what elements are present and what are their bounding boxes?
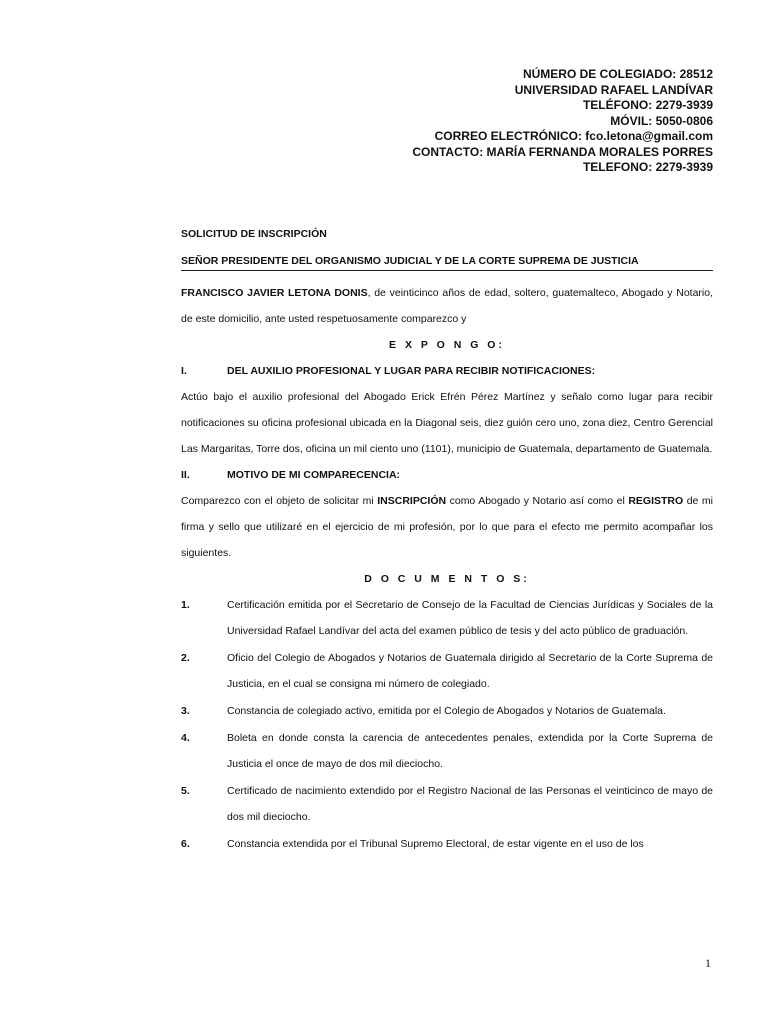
document-item bbox=[181, 725, 713, 777]
section-2-heading bbox=[181, 462, 713, 488]
section-2-title: MOTIVO DE MI COMPARECENCIA: bbox=[227, 469, 401, 481]
section-1-number: I. bbox=[181, 365, 187, 377]
section-1-title: DEL AUXILIO PROFESIONAL Y LUGAR PARA RECIBIR NOTIFICACIONES: bbox=[227, 365, 596, 377]
applicant-name: FRANCISCO JAVIER LETONA DONIS bbox=[181, 287, 368, 299]
document-item bbox=[181, 592, 713, 644]
document-item-number: 5. bbox=[181, 785, 190, 797]
section-2-paragraph bbox=[181, 488, 713, 566]
document-item-number: 1. bbox=[181, 599, 190, 611]
section-2-bold-inscripcion: INSCRIPCIÓN bbox=[377, 495, 447, 507]
header-line-contact-phone: TELEFONO: 2279-3939 bbox=[582, 160, 713, 174]
document-item-text: Constancia extendida por el Tribunal Supremo Electoral, de estar vigente en el uso de los bbox=[227, 838, 644, 850]
document-item-text: Boleta en donde consta la carencia de antecedentes penales, extendida por la Corte Suprema de Justicia el once de mayo de dos mil dieciocho. bbox=[227, 732, 713, 770]
document-item-number: 6. bbox=[181, 838, 190, 850]
document-item-text: Constancia de colegiado activo, emitida por el Colegio de Abogados y Notarios de Guatemala. bbox=[227, 705, 666, 717]
addressee-line: SEÑOR PRESIDENTE DEL ORGANISMO JUDICIAL Y DE LA CORTE SUPREMA DE JUSTICIA bbox=[181, 254, 713, 271]
header-line-colegiado: NÚMERO DE COLEGIADO: 28512 bbox=[522, 67, 713, 81]
header-line-mobile: MÓVIL: 5050-0806 bbox=[610, 113, 713, 128]
document-body bbox=[181, 227, 713, 858]
header-line-email: CORREO ELECTRÓNICO: fco.letona@gmail.com bbox=[434, 129, 713, 143]
section-2-number: II. bbox=[181, 469, 190, 481]
contact-header bbox=[412, 67, 713, 176]
document-title: SOLICITUD DE INSCRIPCIÓN bbox=[181, 228, 327, 240]
header-line-contact: CONTACTO: MARÍA FERNANDA MORALES PORRES bbox=[412, 144, 713, 159]
document-item bbox=[181, 778, 713, 830]
document-item-number: 3. bbox=[181, 705, 190, 717]
document-item bbox=[181, 831, 713, 857]
document-item-number: 4. bbox=[181, 732, 190, 744]
expongo-heading: E X P O N G O: bbox=[389, 339, 505, 351]
section-1-heading bbox=[181, 358, 713, 384]
section-2-bold-registro: REGISTRO bbox=[628, 495, 684, 507]
document-item-text: Certificación emitida por el Secretario de Consejo de la Facultad de Ciencias Jurídicas y Sociales de la Universidad Rafael Landívar del acta del examen público de tesis y del acto público de graduación. bbox=[227, 599, 713, 637]
page-number: 1 bbox=[705, 956, 711, 970]
header-line-phone: TELÉFONO: 2279-3939 bbox=[582, 98, 713, 112]
document-item bbox=[181, 698, 713, 724]
documentos-heading: D O C U M E N T O S: bbox=[364, 573, 530, 585]
section-2-text-c: de mi firma y sello que utilizaré en el ejercicio de mi profesión, por lo que para el efecto me permito acompañar los siguientes. bbox=[181, 495, 713, 559]
document-item-text: Certificado de nacimiento extendido por el Registro Nacional de las Personas el veinticinco de mayo de dos mil dieciocho. bbox=[227, 785, 713, 823]
intro-paragraph bbox=[181, 280, 713, 332]
document-item-text: Oficio del Colegio de Abogados y Notarios de Guatemala dirigido al Secretario de la Corte Suprema de Justicia, en el cual se consigna mi número de colegiado. bbox=[227, 652, 713, 690]
section-1-paragraph: Actúo bajo el auxilio profesional del Abogado Erick Efrén Pérez Martínez y señalo como lugar para recibir notificaciones su oficina profesional ubicada en la Diagonal seis, diez guión cero uno, zona diez, Centro Gerencial Las Margaritas, Torre dos, oficina un mil ciento uno (1101), municipio de Guatemala, departamento de Guatemala. bbox=[181, 391, 713, 455]
header-line-university: UNIVERSIDAD RAFAEL LANDÍVAR bbox=[514, 82, 713, 97]
section-2-text-a: Comparezco con el objeto de solicitar mi bbox=[181, 495, 378, 507]
document-item-number: 2. bbox=[181, 652, 190, 664]
document-item bbox=[181, 645, 713, 697]
intro-text: , de veinticinco años de edad, soltero, guatemalteco, Abogado y Notario, de este domicilio, ante usted respetuosamente comparezco y bbox=[181, 287, 714, 325]
section-2-text-b: como Abogado y Notario así como el bbox=[446, 495, 629, 507]
